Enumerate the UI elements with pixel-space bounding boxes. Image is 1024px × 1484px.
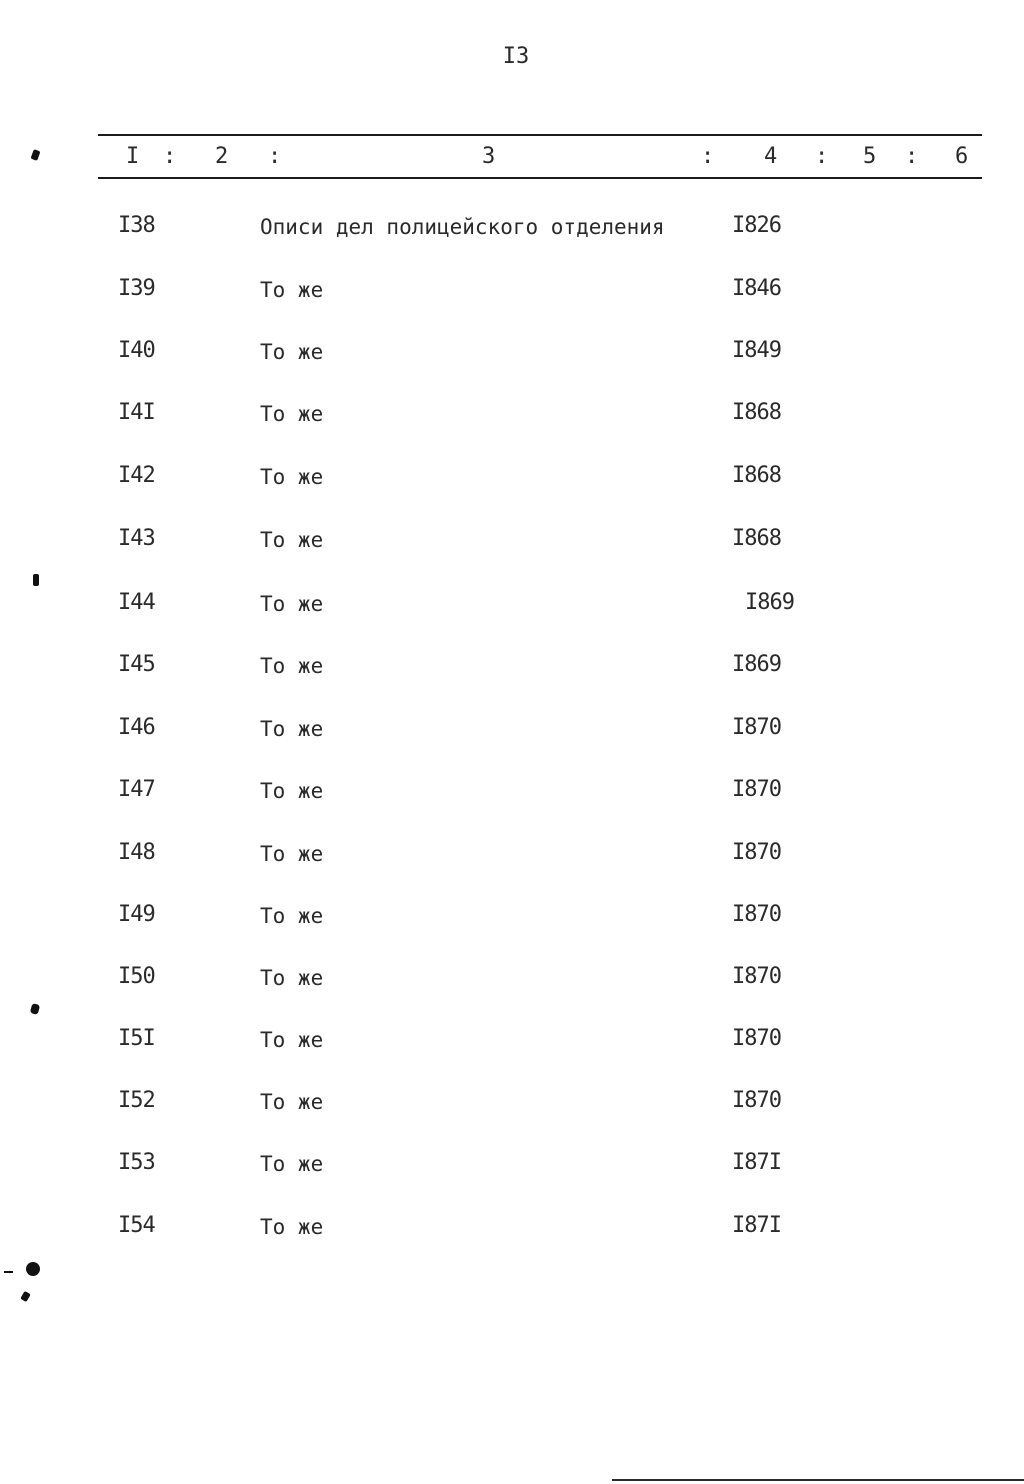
margin-ink-mark bbox=[4, 1271, 13, 1273]
row-description: То же bbox=[260, 402, 324, 426]
table-row bbox=[0, 590, 1024, 630]
row-number: I50 bbox=[118, 964, 155, 989]
column-separator: : bbox=[815, 144, 829, 169]
row-description: То же bbox=[260, 904, 324, 928]
margin-ink-mark bbox=[30, 1003, 40, 1015]
row-number: I48 bbox=[118, 840, 155, 865]
page-number: I3 bbox=[502, 44, 530, 69]
row-year: I870 bbox=[732, 777, 781, 802]
table-row bbox=[0, 840, 1024, 880]
row-year: I846 bbox=[732, 276, 781, 301]
row-description: То же bbox=[260, 842, 324, 866]
column-header-2: 2 bbox=[215, 144, 229, 169]
margin-ink-mark bbox=[20, 1291, 31, 1302]
column-header-6: 6 bbox=[955, 144, 969, 169]
table-row bbox=[0, 777, 1024, 817]
column-header-5: 5 bbox=[863, 144, 877, 169]
column-separator: : bbox=[905, 144, 919, 169]
table-row bbox=[0, 463, 1024, 503]
column-header-1: I bbox=[126, 144, 140, 169]
row-year: I87I bbox=[732, 1213, 781, 1238]
row-description: То же bbox=[260, 779, 324, 803]
row-year: I870 bbox=[732, 902, 781, 927]
row-year: I868 bbox=[732, 463, 781, 488]
row-number: I49 bbox=[118, 902, 155, 927]
table-row bbox=[0, 902, 1024, 942]
row-year: I849 bbox=[732, 338, 781, 363]
row-description: То же bbox=[260, 1090, 324, 1114]
table-row bbox=[0, 652, 1024, 692]
row-description: То же bbox=[260, 654, 324, 678]
table-top-rule bbox=[98, 134, 982, 136]
margin-ink-mark bbox=[31, 149, 41, 161]
table-header-bottom-rule bbox=[98, 177, 982, 179]
row-number: I4I bbox=[118, 400, 155, 425]
footer-rule bbox=[612, 1479, 1024, 1481]
row-description: То же bbox=[260, 1028, 324, 1052]
row-year: I870 bbox=[732, 1026, 781, 1051]
row-description: То же bbox=[260, 528, 324, 552]
row-description: То же bbox=[260, 592, 324, 616]
row-number: I52 bbox=[118, 1088, 155, 1113]
column-separator: : bbox=[701, 144, 715, 169]
row-number: I39 bbox=[118, 276, 155, 301]
margin-ink-mark bbox=[26, 1262, 40, 1276]
row-description: Описи дел полицейского отделения bbox=[260, 215, 665, 239]
table-row bbox=[0, 1026, 1024, 1066]
row-number: I43 bbox=[118, 526, 155, 551]
row-number: I40 bbox=[118, 338, 155, 363]
row-year: I869 bbox=[732, 652, 781, 677]
row-year: I870 bbox=[732, 715, 781, 740]
row-description: То же bbox=[260, 465, 324, 489]
table-row bbox=[0, 400, 1024, 440]
row-year: I868 bbox=[732, 400, 781, 425]
row-number: I38 bbox=[118, 213, 155, 238]
row-description: То же bbox=[260, 278, 324, 302]
row-year: I87I bbox=[732, 1150, 781, 1175]
row-number: I42 bbox=[118, 463, 155, 488]
table-row bbox=[0, 276, 1024, 316]
column-separator: : bbox=[268, 144, 282, 169]
table-row bbox=[0, 1213, 1024, 1253]
row-year: I826 bbox=[732, 213, 781, 238]
table-row bbox=[0, 526, 1024, 566]
column-header-4: 4 bbox=[764, 144, 778, 169]
column-separator: : bbox=[163, 144, 177, 169]
column-header-3: 3 bbox=[482, 144, 496, 169]
row-year: I870 bbox=[732, 964, 781, 989]
row-year: I868 bbox=[732, 526, 781, 551]
margin-ink-mark bbox=[33, 574, 39, 586]
row-description: То же bbox=[260, 1152, 324, 1176]
table-row bbox=[0, 213, 1024, 253]
row-description: То же bbox=[260, 340, 324, 364]
table-row bbox=[0, 715, 1024, 755]
row-year: I869 bbox=[745, 590, 794, 615]
row-year: I870 bbox=[732, 840, 781, 865]
row-number: I53 bbox=[118, 1150, 155, 1175]
row-number: I54 bbox=[118, 1213, 155, 1238]
row-description: То же bbox=[260, 1215, 324, 1239]
table-row bbox=[0, 964, 1024, 1004]
table-row bbox=[0, 338, 1024, 378]
row-number: I47 bbox=[118, 777, 155, 802]
row-year: I870 bbox=[732, 1088, 781, 1113]
row-number: I5I bbox=[118, 1026, 155, 1051]
row-number: I45 bbox=[118, 652, 155, 677]
row-description: То же bbox=[260, 966, 324, 990]
row-number: I46 bbox=[118, 715, 155, 740]
row-description: То же bbox=[260, 717, 324, 741]
table-row bbox=[0, 1150, 1024, 1190]
row-number: I44 bbox=[118, 590, 155, 615]
table-row bbox=[0, 1088, 1024, 1128]
